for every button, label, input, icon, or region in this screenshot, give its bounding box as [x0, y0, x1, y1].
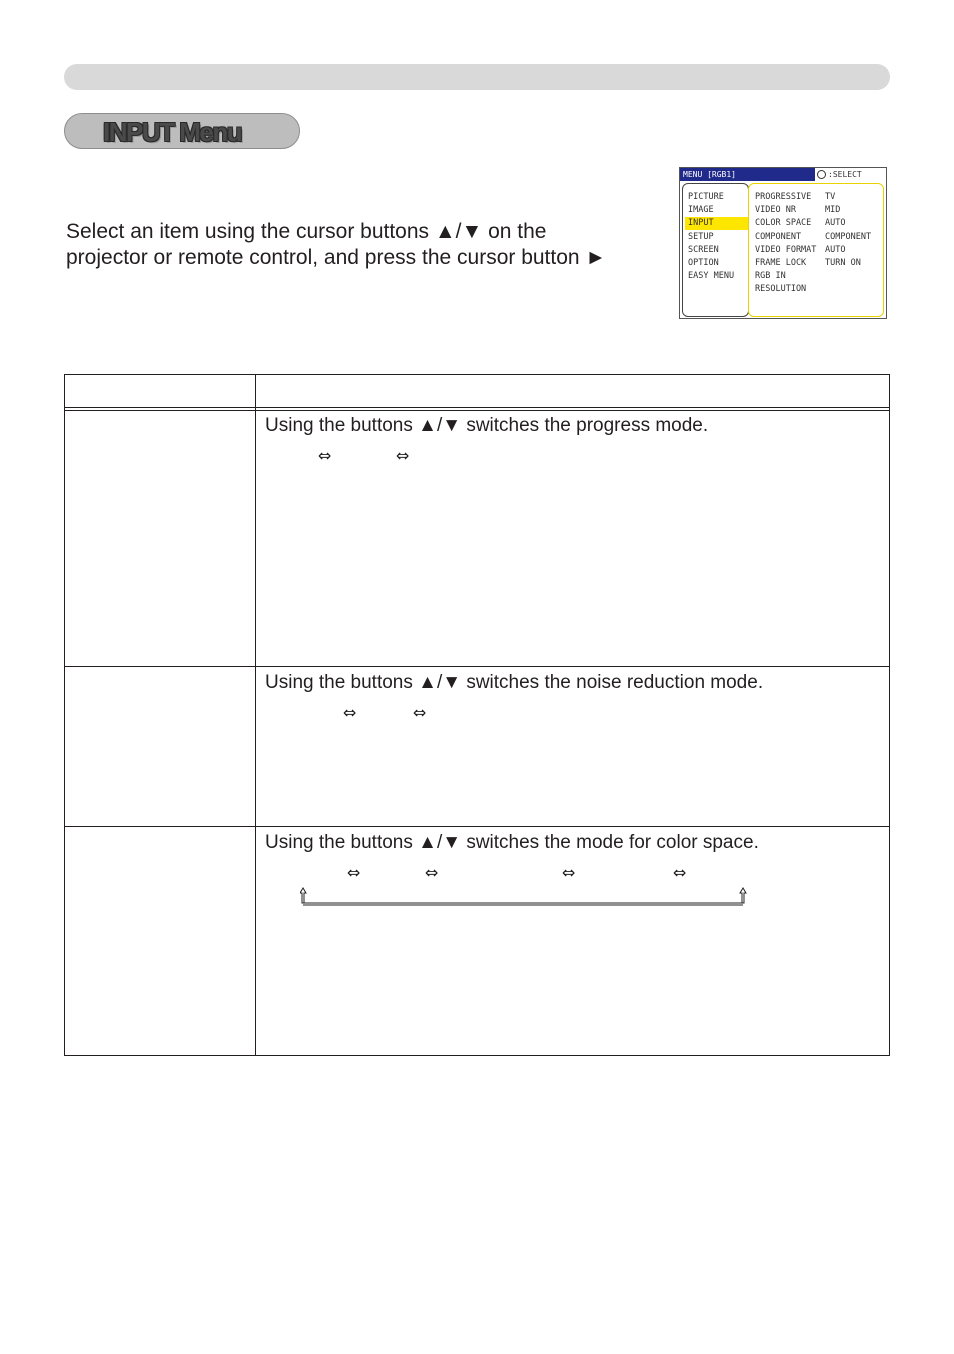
osd-row: COLOR SPACE AUTO [755, 218, 846, 228]
osd-row: VIDEO NR MID [755, 205, 841, 215]
osd-left-panel [682, 183, 749, 317]
osd-left-item: IMAGE [688, 205, 714, 215]
osd-row: VIDEO FORMAT AUTO [755, 245, 846, 255]
table-row-description: Using the buttons ▲/▼ switches the noise reduction mode. [265, 672, 764, 693]
osd-row: FRAME LOCK TURN ON [755, 258, 861, 268]
table-row-description: Using the buttons ▲/▼ switches the mode for color space. [265, 832, 759, 853]
table-header-line [64, 410, 890, 411]
osd-right-panel [748, 183, 884, 317]
osd-left-item: OPTION [688, 258, 719, 268]
osd-row: RESOLUTION [755, 284, 807, 294]
table-border-bottom [64, 1055, 890, 1056]
table-border-left [64, 374, 65, 1056]
osd-menu-header: MENU [RGB1] [680, 168, 815, 181]
osd-left-item: SETUP [688, 232, 714, 242]
double-arrow-icon: ⇔ [318, 446, 332, 465]
intro-line-1: Select an item using the cursor buttons ▲/▼ on the [66, 220, 547, 243]
osd-left-item: SCREEN [688, 245, 719, 255]
osd-menu-image [679, 167, 887, 319]
double-arrow-icon: ⇔ [343, 703, 357, 722]
page-title: INPUT Menu [103, 117, 242, 147]
intro-line-2: projector or remote control, and press the cursor button ► [66, 246, 607, 269]
double-arrow-icon: ⇔ [562, 863, 576, 882]
loop-back-arrow-icon [300, 886, 750, 908]
table-row-divider [64, 826, 890, 827]
osd-row: RGB IN [755, 271, 786, 281]
double-arrow-icon: ⇔ [425, 863, 439, 882]
osd-row: COMPONENT COMPONENT [755, 232, 872, 242]
osd-select-label: :SELECT [828, 170, 862, 179]
table-row-divider [64, 666, 890, 667]
table-border-right [889, 374, 890, 1056]
table-border-top [64, 374, 890, 375]
double-arrow-icon: ⇔ [413, 703, 427, 722]
table-column-divider [255, 374, 256, 1056]
osd-row: PROGRESSIVE TV [755, 192, 836, 202]
osd-left-item: PICTURE [688, 192, 724, 202]
double-arrow-icon: ⇔ [347, 863, 361, 882]
double-arrow-icon: ⇔ [673, 863, 687, 882]
section-title-pill [64, 113, 300, 149]
intro-text [66, 219, 666, 271]
osd-left-item-active: INPUT [685, 217, 748, 230]
osd-select-hint [817, 168, 886, 181]
table-header-line [64, 407, 890, 408]
double-arrow-icon: ⇔ [396, 446, 410, 465]
page-top-bar [64, 64, 890, 90]
cursor-dial-icon [817, 170, 826, 179]
osd-left-item: EASY MENU [688, 271, 735, 281]
table-row-description: Using the buttons ▲/▼ switches the progress mode. [265, 415, 709, 436]
